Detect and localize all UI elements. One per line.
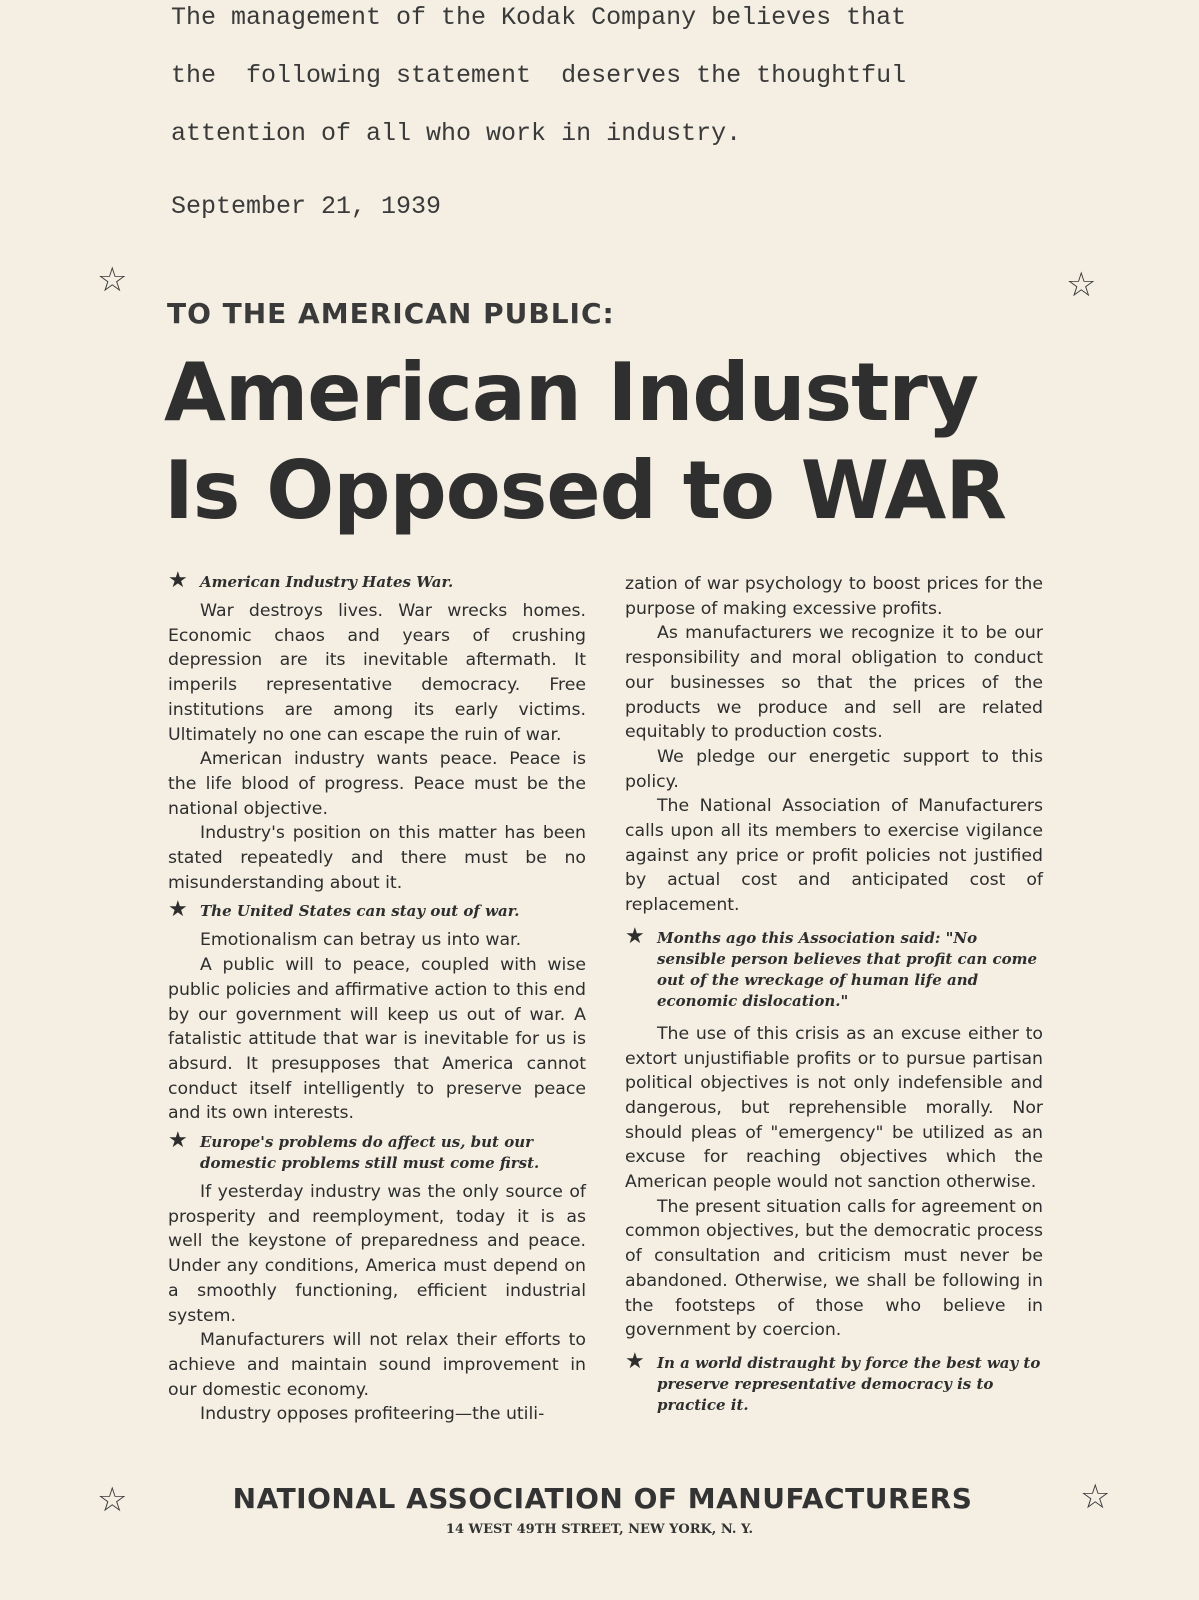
paragraph: The National Association of Manufacturers calls upon all its members to exercise vigilance against any price or profit policies not justified by actual cost and anticipated cost of replacement. xyxy=(625,796,1043,916)
subheading-text: Months ago this Association said: "No sensible person believes that profit can come out of the wreckage of human life and economic dislocation." xyxy=(657,928,1038,1010)
paragraph: War destroys lives. War wrecks homes. Economic chaos and years of crushing depression are its inevitable aftermath. It imperils representative democracy. Free institutions are among its early victims. Ultimately no one can escape the ruin of war. xyxy=(168,601,586,745)
paragraph: Industry opposes profiteering—the utili- xyxy=(200,1404,545,1425)
intro-line-2: the following statement deserves the thoughtful xyxy=(171,61,907,90)
salutation: TO THE AMERICAN PUBLIC: xyxy=(167,297,615,330)
star-bottom-left-icon: ☆ xyxy=(97,1480,128,1520)
paragraph: American industry wants peace. Peace is the life blood of progress. Peace must be the national objective. xyxy=(168,749,586,819)
paragraph: If yesterday industry was the only source of prosperity and reemployment, today it is as well the keystone of preparedness and peace. Under any conditions, America must depend on a smoothly functioning, efficient industrial system. xyxy=(168,1182,586,1326)
subheading xyxy=(168,568,586,593)
headline-line-1: American Industry xyxy=(164,346,979,439)
paragraph: Industry's position on this matter has been stated repeatedly and there must be no misunderstanding about it. xyxy=(168,823,586,893)
subheading-text: In a world distraught by force the best way to preserve representative democracy is to practice it. xyxy=(657,1353,1041,1414)
star-top-right-icon: ☆ xyxy=(1066,265,1097,305)
headline-line-2: Is Opposed to WAR xyxy=(164,444,1006,537)
left-column xyxy=(168,568,586,1427)
intro-line-3: attention of all who work in industry. xyxy=(171,119,742,148)
paragraph: Emotionalism can betray us into war. xyxy=(200,930,522,951)
paragraph: The present situation calls for agreement on common objectives, but the democratic process of consultation and criticism must never be abandoned. Otherwise, we shall be following in the footsteps of those who believe in government by coercion. xyxy=(625,1196,1043,1341)
subheading xyxy=(168,1128,586,1174)
star-bullet-icon: ★ xyxy=(168,1128,188,1154)
paragraph: A public will to peace, coupled with wise public policies and affirmative action to this end by our government will keep us out of war. A fatalistic attitude that war is inevitable for us is absurd. It presupposes that America cannot conduct itself intelligently to preserve peace and its own interests. xyxy=(168,955,586,1124)
subheading xyxy=(168,897,586,923)
kodak-intro-note xyxy=(171,0,1071,163)
subheading xyxy=(625,1348,1043,1416)
star-bullet-icon: ★ xyxy=(625,1348,645,1374)
paragraph: Manufacturers will not relax their efforts to achieve and maintain sound improvement in our domestic economy. xyxy=(168,1330,586,1400)
paragraph: We pledge our energetic support to this policy. xyxy=(625,746,1043,792)
headline xyxy=(164,344,1064,540)
paragraph: zation of war psychology to boost prices for the purpose of making excessive profits. xyxy=(625,574,1043,619)
intro-line-1: The management of the Kodak Company believes that xyxy=(171,3,907,32)
right-column xyxy=(625,572,1043,1422)
star-top-left-icon: ☆ xyxy=(97,260,128,300)
organization-name: NATIONAL ASSOCIATION OF MANUFACTURERS xyxy=(232,1482,973,1515)
star-bottom-right-icon: ☆ xyxy=(1080,1477,1111,1517)
subheading xyxy=(625,923,1043,1012)
star-bullet-icon: ★ xyxy=(168,897,188,923)
star-bullet-icon: ★ xyxy=(168,568,188,593)
paragraph: The use of this crisis as an excuse either to extort unjustifiable profits or to pursue partisan political objectives is not only indefensible and dangerous, but reprehensible morally. Nor should pleas of "emergency" be utilized as an excuse for reaching objectives which the American people would not sanction otherwise. xyxy=(625,1023,1043,1193)
subheading-text: The United States can stay out of war. xyxy=(200,902,520,921)
paragraph: As manufacturers we recognize it to be our responsibility and moral obligation to conduct our businesses so that the prices of the products we produce and sell are related equitably to production costs. xyxy=(625,623,1043,743)
organization-address: 14 WEST 49TH STREET, NEW YORK, N. Y. xyxy=(445,1522,754,1537)
subheading-text: Europe's problems do affect us, but our domestic problems still must come first. xyxy=(200,1133,540,1173)
subheading-text: American Industry Hates War. xyxy=(200,573,454,591)
intro-date: September 21, 1939 xyxy=(171,192,442,221)
star-bullet-icon: ★ xyxy=(625,923,645,949)
